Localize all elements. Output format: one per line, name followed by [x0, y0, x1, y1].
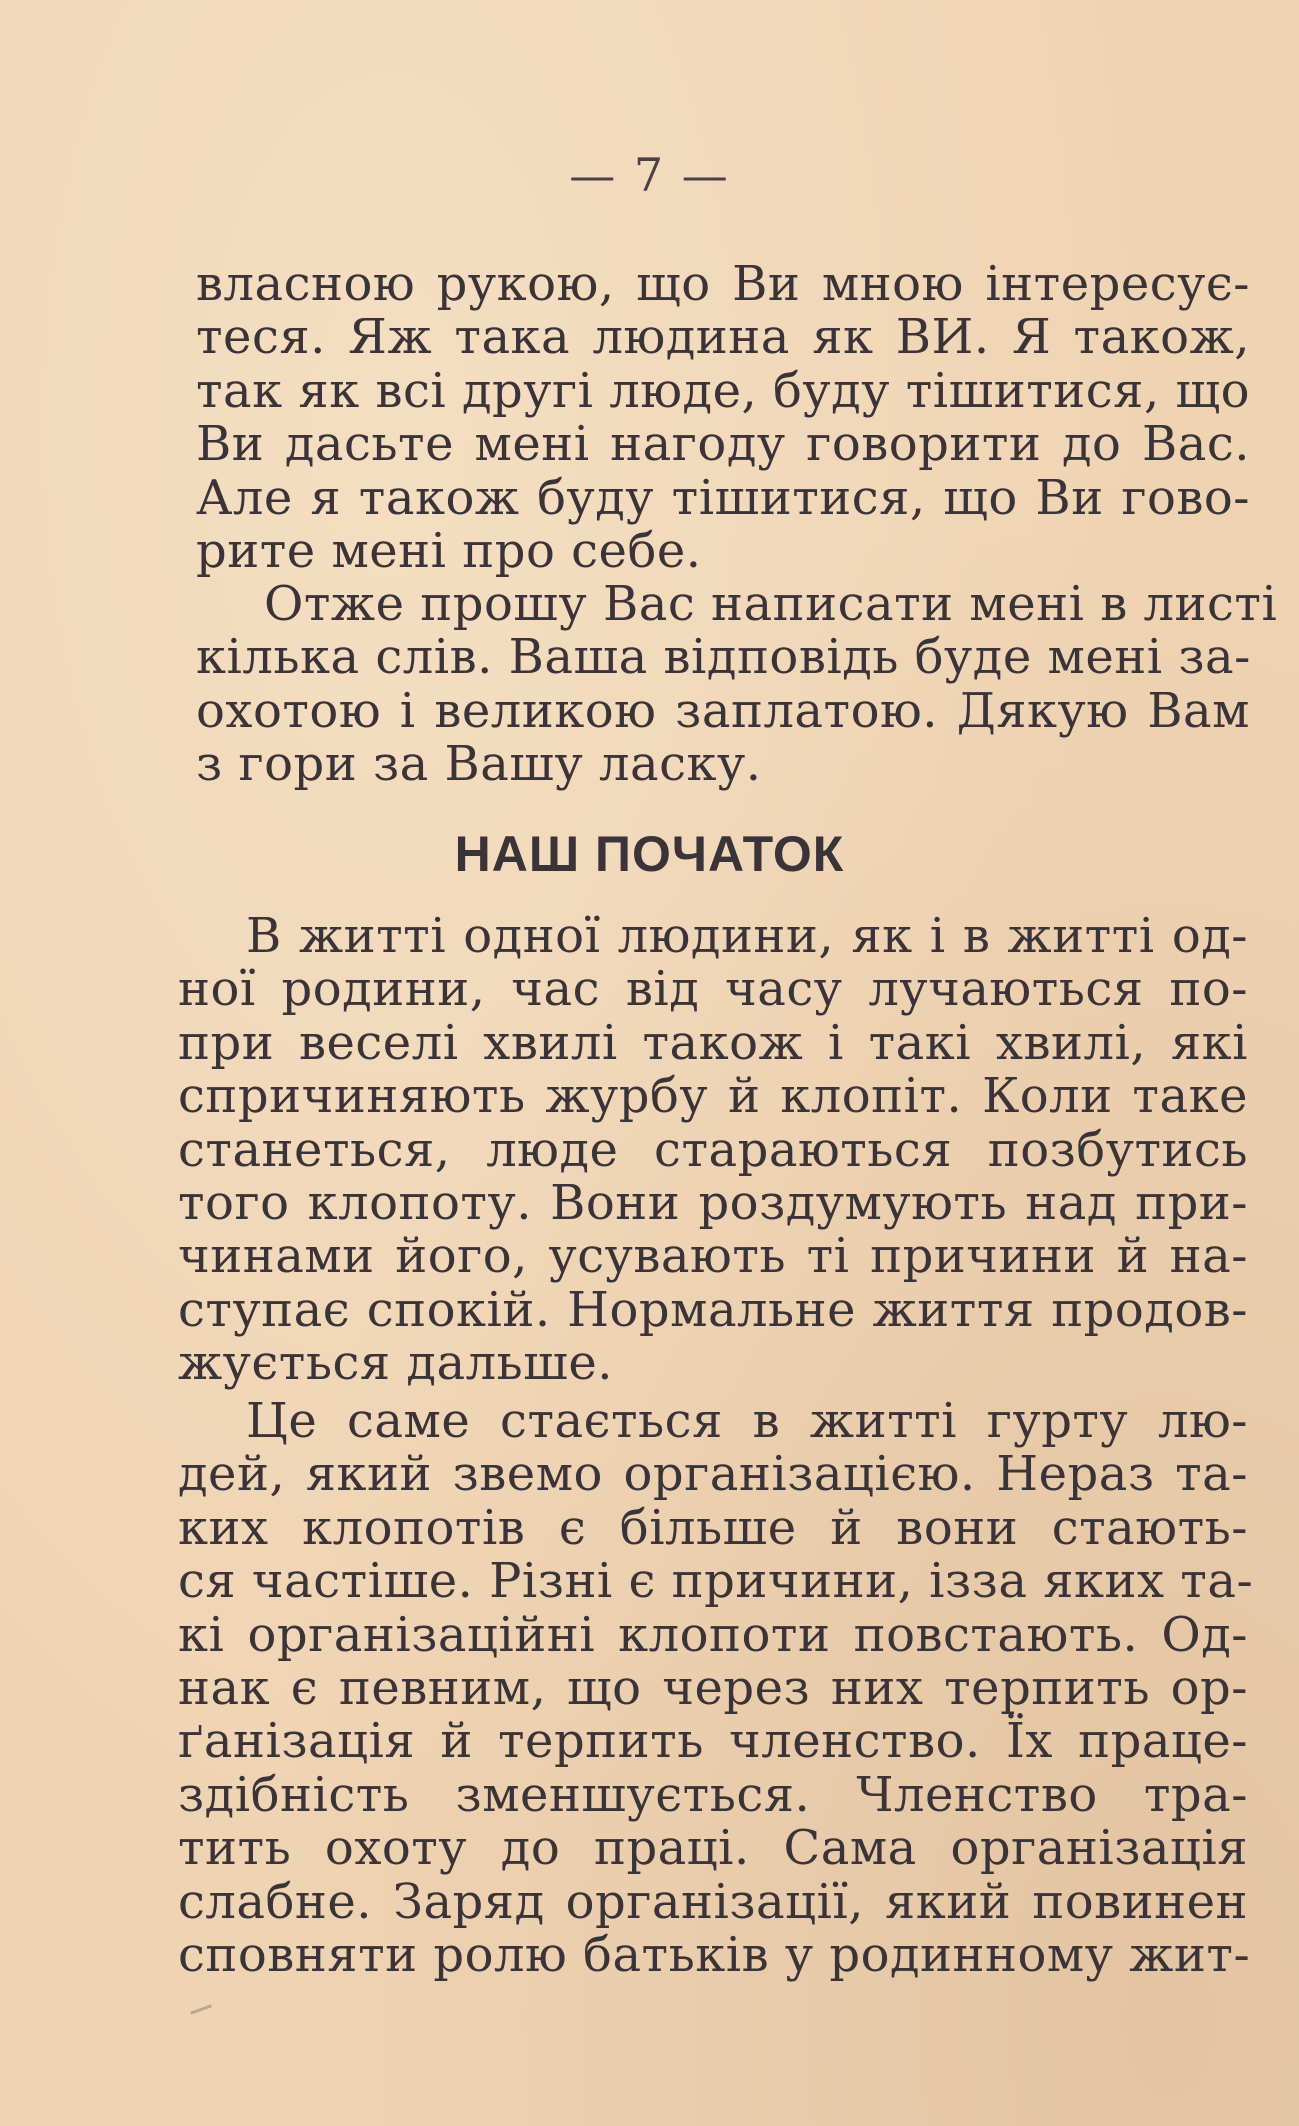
text-line: власною рукою, що Ви мною інтересує- [196, 256, 1250, 312]
paragraph-request [196, 576, 1278, 793]
text-line: того клопоту. Вони роздумують над при- [178, 1174, 1248, 1231]
text-line: ся частіше. Різні є причини, ізза яких та- [178, 1553, 1254, 1610]
text-line: В житті одної людини, як і в житті од- [246, 908, 1248, 964]
paragraph-organization [178, 1393, 1254, 1983]
text-line: рите мені про себе. [196, 522, 702, 579]
text-line: тить охоту до праці. Сама організація [178, 1820, 1248, 1877]
text-line: Але я також буду тішитися, що Ви гово- [196, 469, 1250, 526]
text-line: охотою і великою заплатою. Дякую Вам [196, 682, 1250, 739]
text-line: ких клопотів є більше й вони стають- [178, 1499, 1248, 1556]
text-line: Ви дасьте мені нагоду говорити до Вас. [196, 416, 1250, 473]
text-line: сповняти ролю батьків у родинному жит- [178, 1926, 1251, 1983]
text-line: здібність зменшується. Членство тра- [178, 1766, 1248, 1823]
text-line: кі організаційні клопоти повстають. Од- [178, 1606, 1248, 1663]
text-line: Це саме стається в житті гурту лю- [246, 1393, 1248, 1449]
text-line: теся. Яж така людина як ВИ. Я також, [196, 309, 1250, 366]
page-number: — 7 — [569, 148, 730, 202]
text-line: дей, який звемо організацією. Нераз та- [178, 1446, 1248, 1503]
paragraph-section-intro [178, 910, 1248, 1391]
text-line: кілька слів. Ваша відповідь буде мені за- [196, 629, 1251, 686]
ink-mark [190, 2004, 212, 2014]
text-line: спричиняють журбу й клопіт. Коли таке [178, 1068, 1248, 1125]
text-line: Отже прошу Вас написати мені в листі [264, 576, 1278, 632]
text-line: ґанізація й терпить членство. Їх праце- [178, 1713, 1248, 1770]
text-line: з гори за Вашу ласку. [196, 736, 762, 793]
text-line: жується дальше. [178, 1335, 613, 1392]
text-line: ної родини, час від часу лучаються по- [178, 961, 1248, 1018]
section-heading: НАШ ПОЧАТОК [454, 826, 845, 882]
text-line: при веселі хвилі також і такі хвилі, які [178, 1014, 1248, 1071]
text-line: нак є певним, що через них терпить ор- [178, 1659, 1248, 1716]
text-line: ступає спокій. Нормальне життя продов- [178, 1281, 1248, 1338]
paragraph-letter-continuation [196, 258, 1250, 578]
text-line: так як всі другі люде, буду тішитися, що [196, 362, 1250, 419]
text-line: слабне. Заряд організації, який повинен [178, 1873, 1248, 1930]
text-line: чинами його, усувають ті причини й на- [178, 1228, 1248, 1285]
text-line: станеться, люде стараються позбутись [178, 1121, 1248, 1178]
